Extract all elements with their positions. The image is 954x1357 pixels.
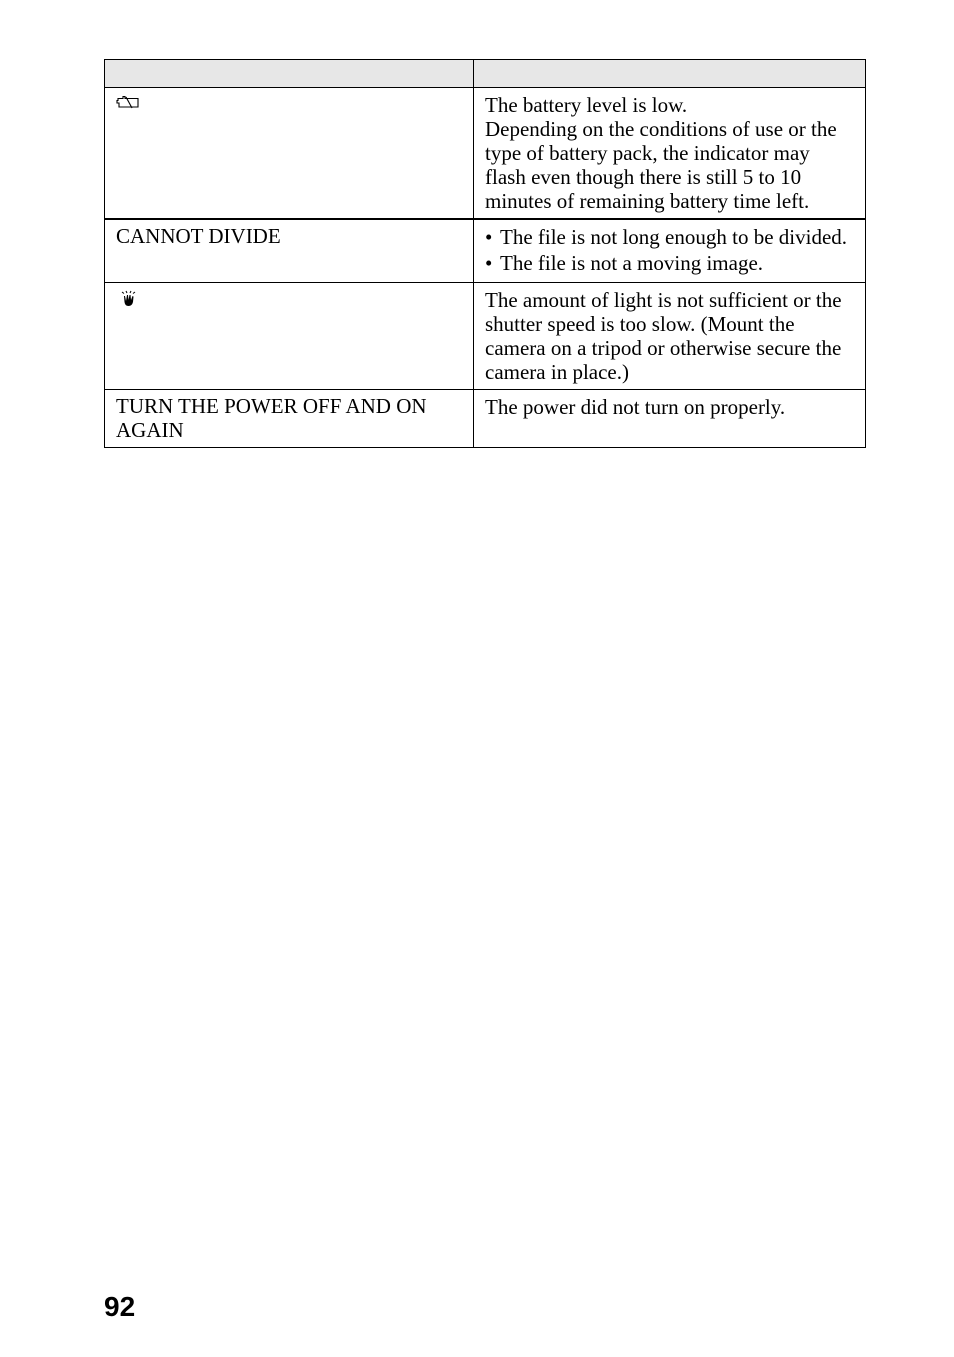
message-cell: The power did not turn on properly.	[474, 390, 866, 448]
table-row	[105, 88, 866, 220]
message-cell: The amount of light is not sufficient or the shutter speed is too slow. (Mount the camera on a tripod or otherwise secure the camera in place.)	[474, 283, 866, 390]
message-text: The battery level is low.	[485, 93, 688, 117]
message-cell	[474, 88, 866, 220]
bullet-list	[485, 225, 855, 275]
message-cell	[474, 219, 866, 283]
table-row	[105, 283, 866, 390]
header-indicator	[105, 60, 474, 88]
indicator-cell	[105, 88, 474, 220]
indicator-cell: CANNOT DIVIDE	[105, 219, 474, 283]
battery-low-icon	[116, 95, 140, 109]
table-header-row	[105, 60, 866, 88]
message-table	[104, 59, 866, 448]
header-meaning	[474, 60, 866, 88]
message-text: Depending on the conditions of use or the type of battery pack, the indicator may flash even though there is still 5 to 10 minutes of remaining battery time left.	[485, 117, 837, 213]
camera-shake-warning-icon	[116, 290, 142, 308]
indicator-cell: TURN THE POWER OFF AND ON AGAIN	[105, 390, 474, 448]
indicator-cell	[105, 283, 474, 390]
list-item: • The file is not long enough to be divided.	[485, 225, 855, 249]
page-number: 92	[104, 1291, 136, 1322]
table-row	[105, 219, 866, 283]
list-item: • The file is not a moving image.	[485, 251, 855, 275]
table-row	[105, 390, 866, 448]
